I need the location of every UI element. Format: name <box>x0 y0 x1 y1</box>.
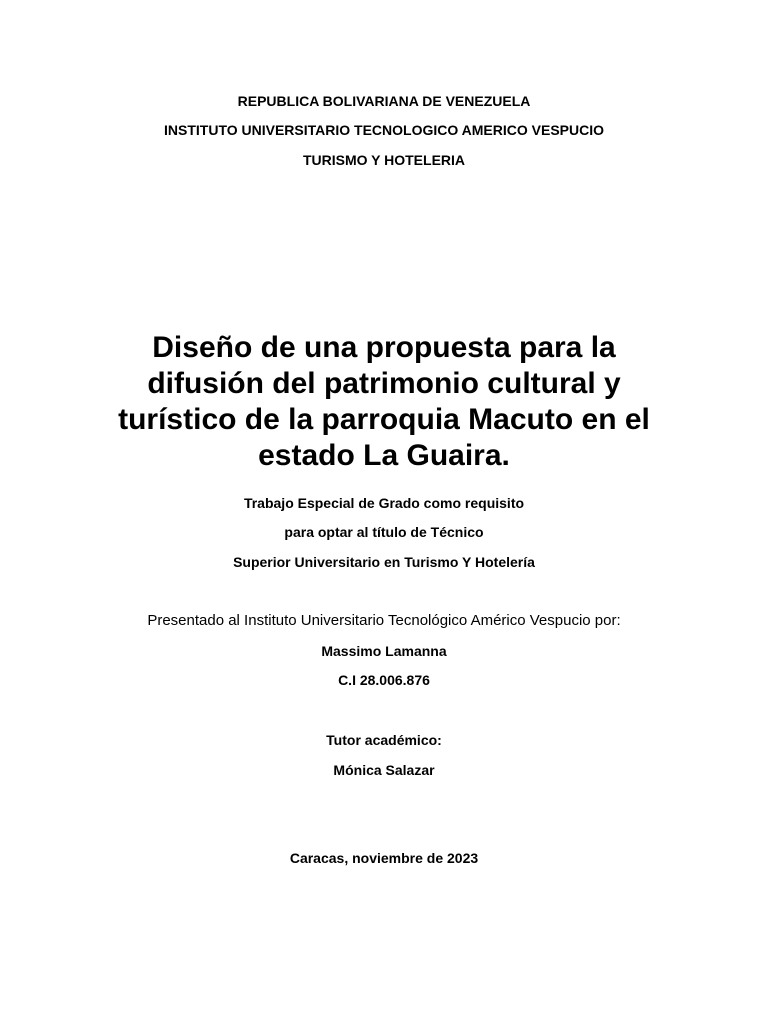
header-department: TURISMO Y HOTELERIA <box>302 152 466 168</box>
subtitle-line: para optar al título de Técnico <box>284 524 484 540</box>
tutor-label: Tutor académico: <box>326 732 442 748</box>
subtitle-line: Superior Universitario en Turismo Y Hotelería <box>233 554 535 570</box>
subtitle-line: Trabajo Especial de Grado como requisito <box>243 495 525 511</box>
title-line: turístico de la parroquia Macuto en el <box>118 403 650 436</box>
title-line: Diseño de una propuesta para la <box>152 331 616 364</box>
author-id: C.I 28.006.876 <box>338 672 430 688</box>
document-title <box>60 330 708 474</box>
header-institute: INSTITUTO UNIVERSITARIO TECNOLOGICO AMERICO VESPUCIO <box>164 122 604 138</box>
tutor-name: Mónica Salazar <box>333 762 435 778</box>
presented-by: Presentado al Instituto Universitario Tecnológico Américo Vespucio por: <box>147 612 621 629</box>
place-date: Caracas, noviembre de 2023 <box>289 850 479 866</box>
header-country: REPUBLICA BOLIVARIANA DE VENEZUELA <box>237 93 531 109</box>
title-line: difusión del patrimonio cultural y <box>147 367 621 400</box>
author-name: Massimo Lamanna <box>321 643 447 659</box>
title-line: estado La Guaira. <box>258 439 510 472</box>
